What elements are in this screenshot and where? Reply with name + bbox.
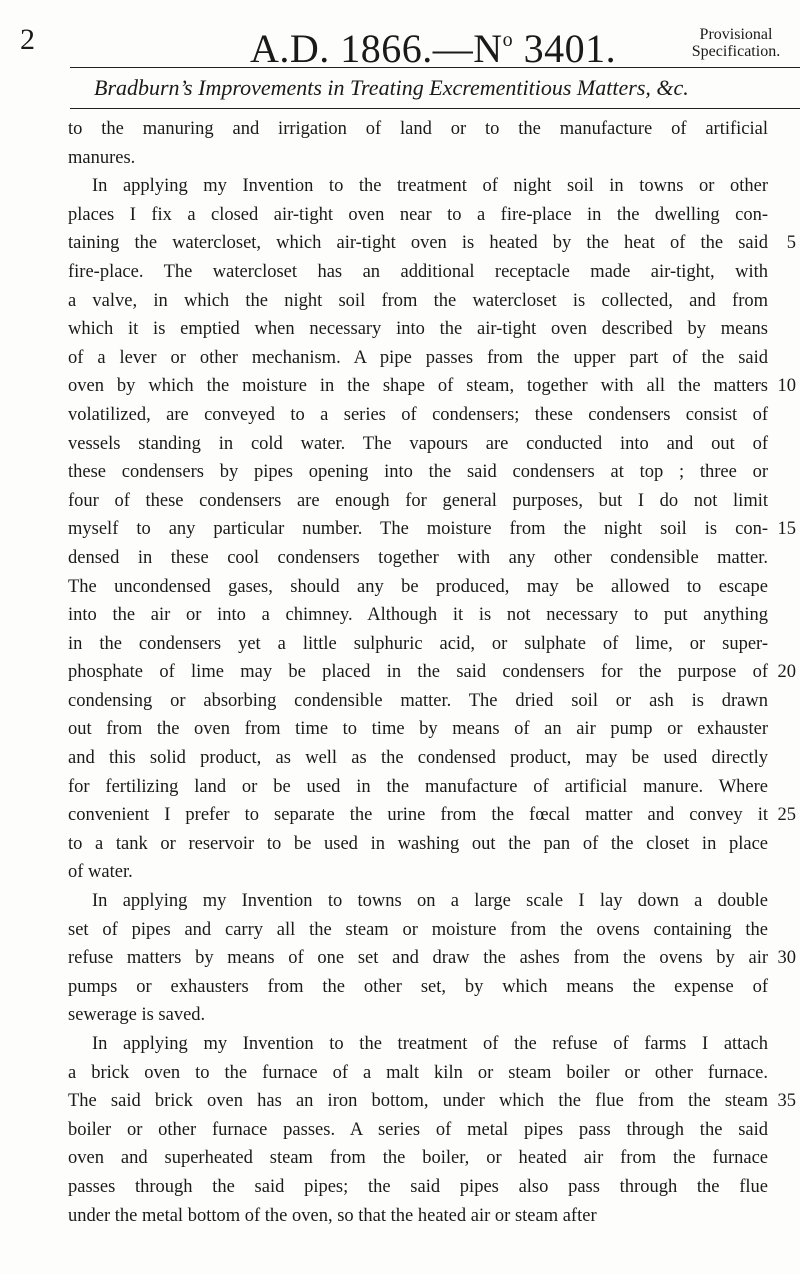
text-line: set of pipes and carry all the steam or moisture from the ovens containing the <box>68 919 768 940</box>
text-line: into the air or into a chimney. Although it is not necessary to put anything <box>68 605 768 626</box>
margin-line-number: 25 <box>777 805 796 826</box>
text-line: convenient I prefer to separate the urine from the fœcal matter and convey it <box>68 805 768 826</box>
header-rule-bottom <box>70 108 800 109</box>
text-line: The said brick oven has an iron bottom, under which the flue from the steam <box>68 1091 768 1112</box>
text-line: myself to any particular number. The moisture from the night soil is con- <box>68 519 768 540</box>
margin-line-number: 30 <box>777 948 796 969</box>
text-line: to the manuring and irrigation of land or to the manufacture of artificial <box>68 119 768 139</box>
text-line: to a tank or reservoir to be used in washing out the pan of the closet in place <box>68 833 768 854</box>
text-line: The uncondensed gases, should any be produced, may be allowed to escape <box>68 576 768 597</box>
body-text <box>68 115 768 1230</box>
text-line: in the condensers yet a little sulphuric acid, or sulphate of lime, or super- <box>68 633 768 654</box>
text-line: oven by which the moisture in the shape of steam, together with all the matters <box>68 376 768 397</box>
text-line: fire-place. The watercloset has an additional receptacle made air-tight, with <box>68 261 768 282</box>
text-line: and this solid product, as well as the condensed product, may be used directly <box>68 748 768 769</box>
text-line: these condensers by pipes opening into the said condensers at top ; three or <box>68 462 768 483</box>
text-line: sewerage is saved. <box>68 1005 206 1026</box>
text-line: of a lever or other mechanism. A pipe passes from the upper part of the said <box>68 347 768 368</box>
text-line: pumps or exhausters from the other set, by which means the expense of <box>68 976 768 997</box>
text-line: a valve, in which the night soil from the watercloset is collected, and from <box>68 290 768 311</box>
margin-line-number: 10 <box>777 376 796 397</box>
text-line: vessels standing in cold water. The vapours are conducted into and out of <box>68 433 768 454</box>
provisional-label-line2: Specification. <box>691 43 781 60</box>
patent-title-superscript: o <box>502 29 514 51</box>
text-line: densed in these cool condensers together with any other condensible matter. <box>68 547 768 568</box>
margin-line-number: 15 <box>777 519 796 540</box>
text-line: manures. <box>68 147 136 168</box>
text-line: phosphate of lime may be placed in the said condensers for the purpose of <box>68 662 768 683</box>
text-line: oven and superheated steam from the boiler, or heated air from the furnace <box>68 1148 768 1169</box>
margin-line-number: 5 <box>786 233 796 254</box>
text-line: which it is emptied when necessary into the air-tight oven described by means <box>68 319 768 340</box>
provisional-specification-label <box>676 26 796 60</box>
text-line: volatilized, are conveyed to a series of condensers; these condensers consist of <box>68 404 768 425</box>
text-line: condensing or absorbing condensible matter. The dried soil or ash is drawn <box>68 690 768 711</box>
running-title: Bradburn’s Improvements in Treating Excrementitious Matters, &c. <box>94 75 689 100</box>
text-line: refuse matters by means of one set and draw the ashes from the ovens by air <box>68 948 768 969</box>
text-line: boiler or other furnace passes. A series of metal pipes pass through the said <box>68 1119 768 1140</box>
text-line: for fertilizing land or be used in the manufacture of artificial manure. Where <box>68 776 768 797</box>
margin-line-number: 20 <box>777 662 796 683</box>
text-line: In applying my Invention to towns on a large scale I lay down a double <box>92 891 768 912</box>
text-line: of water. <box>68 862 133 883</box>
text-line: four of these condensers are enough for general purposes, but I do not limit <box>68 490 768 511</box>
text-line: a brick oven to the furnace of a malt kiln or steam boiler or other furnace. <box>68 1062 768 1083</box>
header-rule-top <box>70 67 800 68</box>
text-line: under the metal bottom of the oven, so that the heated air or steam after <box>68 1205 597 1226</box>
patent-title-number: 3401. <box>513 26 617 71</box>
text-line: In applying my Invention to the treatment of night soil in towns or other <box>92 176 768 197</box>
text-line: places I fix a closed air-tight oven near to a fire-place in the dwelling con- <box>68 204 768 225</box>
text-line: In applying my Invention to the treatment of the refuse of farms I attach <box>92 1034 768 1054</box>
text-line: passes through the said pipes; the said pipes also pass through the flue <box>68 1176 768 1197</box>
margin-line-number: 35 <box>777 1091 796 1112</box>
provisional-label-line1: Provisional <box>699 26 773 43</box>
text-line: out from the oven from time to time by means of an air pump or exhauster <box>68 719 768 740</box>
text-line: taining the watercloset, which air-tight oven is heated by the heat of the said <box>68 233 768 254</box>
page-number: 2 <box>20 23 35 56</box>
patent-title-main: A.D. 1866.—N <box>250 26 503 71</box>
patent-title <box>250 16 616 73</box>
